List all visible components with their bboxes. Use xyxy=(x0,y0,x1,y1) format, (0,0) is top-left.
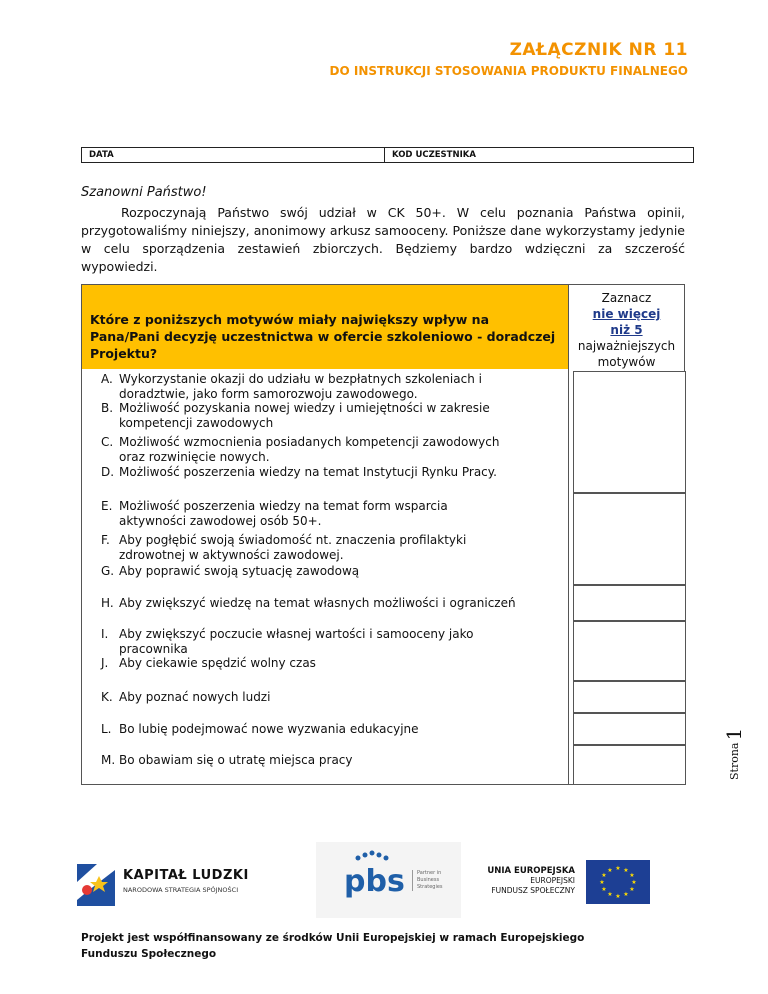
date-label: DATA xyxy=(89,150,114,160)
answer-box-m[interactable] xyxy=(573,745,686,785)
option-label: M. xyxy=(101,753,116,767)
answer-header-emph2: niż 5 xyxy=(610,323,643,337)
pbs-tag-line2: Business xyxy=(417,877,440,883)
option-label: K. xyxy=(101,690,113,704)
option-text: Możliwość wzmocnienia posiadanych kompetencji zawodowych oraz rozwinięcie nowych. xyxy=(119,435,500,464)
greeting: Szanowni Państwo! xyxy=(81,185,207,200)
svg-text:★: ★ xyxy=(607,867,613,874)
pbs-tagline xyxy=(412,870,443,891)
eu-text xyxy=(470,866,575,896)
option-text: Wykorzystanie okazji do udziału w bezpłatnych szkoleniach i doradztwie, jako form samorozwoju zawodowego. xyxy=(119,372,482,401)
date-field[interactable] xyxy=(82,148,385,162)
kapital-ludzki-title: KAPITAŁ LUDZKI xyxy=(123,868,249,883)
option-label: H. xyxy=(101,596,114,610)
option-text: Aby ciekawie spędzić wolny czas xyxy=(119,656,316,670)
eu-flag-icon xyxy=(586,860,650,904)
option-label: I. xyxy=(101,627,109,641)
meta-table xyxy=(81,147,694,163)
participant-code-field[interactable] xyxy=(385,148,693,162)
eu-fund-line2: FUNDUSZ SPOŁECZNY xyxy=(491,886,575,895)
kapital-ludzki-logo xyxy=(75,860,275,910)
option-label: G. xyxy=(101,564,115,578)
answer-box-h[interactable] xyxy=(573,585,686,621)
page-number: 1 xyxy=(722,727,746,741)
option-label: A. xyxy=(101,372,113,386)
attachment-title: ZAŁĄCZNIK NR 11 xyxy=(509,40,688,60)
answer-box-l[interactable] xyxy=(573,713,686,745)
pbs-logo xyxy=(316,842,461,918)
svg-text:★: ★ xyxy=(631,879,637,886)
answer-header-line1: Zaznacz xyxy=(601,291,652,305)
svg-text:★: ★ xyxy=(629,886,635,893)
option-label: C. xyxy=(101,435,114,449)
answer-column-header xyxy=(569,285,684,369)
pbs-tag-line1: Partner in xyxy=(417,870,442,876)
pbs-tag-line3: Strategies xyxy=(417,884,443,890)
answer-box-a-d[interactable] xyxy=(573,371,686,493)
option-text: Aby zwiększyć poczucie własnej wartości i samooceny jako pracownika xyxy=(119,627,474,656)
svg-text:★: ★ xyxy=(615,865,621,872)
page-label: Strona xyxy=(728,742,741,780)
answer-box-i-j[interactable] xyxy=(573,621,686,681)
option-text: Aby zwiększyć wiedzę na temat własnych możliwości i ograniczeń xyxy=(119,596,516,610)
option-text: Aby pogłębić swoją świadomość nt. znaczenia profilaktyki zdrowotnej w aktywności zawodowej. xyxy=(119,533,467,562)
survey-table xyxy=(81,284,685,785)
option-text: Aby poprawić swoją sytuację zawodową xyxy=(119,564,360,578)
pbs-wordmark: pbs xyxy=(344,864,405,899)
attachment-subtitle: DO INSTRUKCJI STOSOWANIA PRODUKTU FINALNEGO xyxy=(329,64,688,78)
option-label: E. xyxy=(101,499,113,513)
eu-fund-line1: EUROPEJSKI xyxy=(530,876,575,885)
svg-text:★: ★ xyxy=(601,886,607,893)
answer-header-line2: najważniejszych motywów xyxy=(577,339,676,369)
survey-question: Które z poniższych motywów miały największy wpływ na Pana/Pani decyzję uczestnictwa w ofercie szkoleniowo - doradczej Projektu? xyxy=(82,285,568,369)
option-text: Możliwość poszerzenia wiedzy na temat Instytucji Rynku Pracy. xyxy=(119,465,497,479)
pbs-dots-icon xyxy=(354,850,394,864)
option-label: D. xyxy=(101,465,115,479)
option-label: B. xyxy=(101,401,114,415)
svg-text:★: ★ xyxy=(629,872,635,879)
page-number-marker xyxy=(722,728,746,780)
svg-text:★: ★ xyxy=(601,872,607,879)
eu-stars-icon xyxy=(586,860,650,904)
eu-union-label: UNIA EUROPEJSKA xyxy=(487,866,575,876)
svg-text:★: ★ xyxy=(615,893,621,900)
answer-box-k[interactable] xyxy=(573,681,686,713)
participant-code-label: KOD UCZESTNIKA xyxy=(392,150,476,160)
kapital-ludzki-icon xyxy=(75,860,119,910)
option-text: Możliwość pozyskania nowej wiedzy i umiejętności w zakresie kompetencji zawodowych xyxy=(119,401,490,430)
svg-text:★: ★ xyxy=(623,891,629,898)
svg-text:★: ★ xyxy=(607,891,613,898)
answer-header-emph1: nie więcej xyxy=(592,307,661,321)
option-text: Bo lubię podejmować nowe wyzwania edukacyjne xyxy=(119,722,419,736)
answer-box-e-g[interactable] xyxy=(573,493,686,585)
option-text: Bo obawiam się o utratę miejsca pracy xyxy=(119,753,353,767)
kapital-ludzki-subtitle: NARODOWA STRATEGIA SPÓJNOŚCI xyxy=(123,886,239,894)
option-label: J. xyxy=(101,656,109,670)
footer-note: Projekt jest współfinansowany ze środków Unii Europejskiej w ramach Europejskiego Funduszu Społecznego xyxy=(81,932,585,960)
intro-paragraph: Rozpoczynają Państwo swój udział w CK 50+. W celu poznania Państwa opinii, przygotowaliśmy niniejszy, anonimowy arkusz samooceny. Poniższe dane wykorzystamy jedynie w celu sporządzenia zestawień zbiorczych. Będziemy bardzo wdzięczni za szczerość wypowiedzi. xyxy=(81,205,685,274)
option-label: L. xyxy=(101,722,112,736)
option-text: Aby poznać nowych ludzi xyxy=(119,690,271,704)
option-text: Możliwość poszerzenia wiedzy na temat form wsparcia aktywności zawodowej osób 50+. xyxy=(119,499,448,528)
svg-text:★: ★ xyxy=(623,867,629,874)
footer-logos xyxy=(0,840,768,920)
svg-text:★: ★ xyxy=(599,879,605,886)
option-label: F. xyxy=(101,533,110,547)
